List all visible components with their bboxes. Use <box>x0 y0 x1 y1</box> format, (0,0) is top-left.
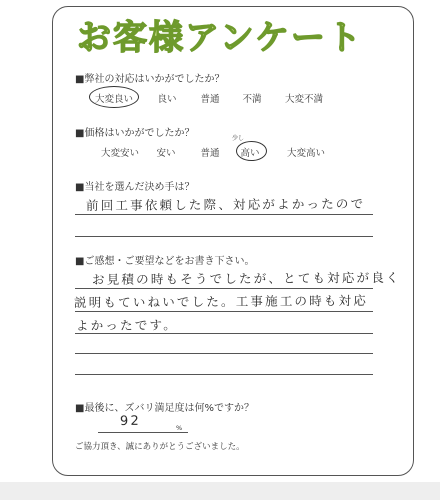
selected-circle-price <box>236 141 267 161</box>
option-service-normal: 普通 <box>200 94 220 105</box>
bottom-band <box>0 482 440 500</box>
comment-rule <box>75 311 373 312</box>
satisfaction-unit: % <box>176 424 183 432</box>
comment-rule <box>75 374 373 375</box>
option-service-dissatisfied: 不満 <box>242 94 262 105</box>
comment-rule <box>75 333 373 334</box>
question-price: ■価格はいかがでしたか？ <box>75 128 195 139</box>
answer-reason: 前回工事依頼した際、対応がよかったので <box>85 196 366 213</box>
option-service-good: 良い <box>157 94 177 105</box>
survey-title: お客様アンケート <box>77 18 363 58</box>
comment-line-2: 説明もていねいでした。工事施工の時も対応 <box>73 292 369 310</box>
question-reason: ■当社を選んだ決め手は？ <box>75 182 195 193</box>
question-satisfaction: ■最後に、ズバリ満足度は何%ですか？ <box>75 403 254 414</box>
answer-line <box>75 236 373 237</box>
option-price-very-expensive: 大変高い <box>286 148 326 159</box>
comment-rule <box>75 288 373 289</box>
margin-note: 少し <box>232 135 245 142</box>
option-service-very-dissatisfied: 大変不満 <box>284 94 324 105</box>
satisfaction-line <box>98 432 188 433</box>
comment-line-3: よかったです。 <box>75 317 178 333</box>
option-price-cheap: 安い <box>156 148 176 159</box>
option-price-expensive: 高い <box>240 148 260 159</box>
question-service: ■弊社の対応はいかがでしたか？ <box>75 74 225 85</box>
comment-rule <box>75 353 373 354</box>
comment-line-1: お見積の時もそうでしたが、とても対応が良く <box>91 269 401 287</box>
selected-circle-service <box>89 86 139 108</box>
option-price-normal: 普通 <box>200 148 220 159</box>
answer-line <box>75 214 373 215</box>
option-price-very-cheap: 大変安い <box>100 148 140 159</box>
footer-thanks: ご協力頂き、誠にありがとうございました。 <box>75 442 245 452</box>
question-comments: ■ご感想・ご要望などをお書き下さい。 <box>75 256 255 267</box>
option-service-very-good: 大変良い <box>94 94 134 105</box>
satisfaction-value: 92 <box>119 413 142 429</box>
